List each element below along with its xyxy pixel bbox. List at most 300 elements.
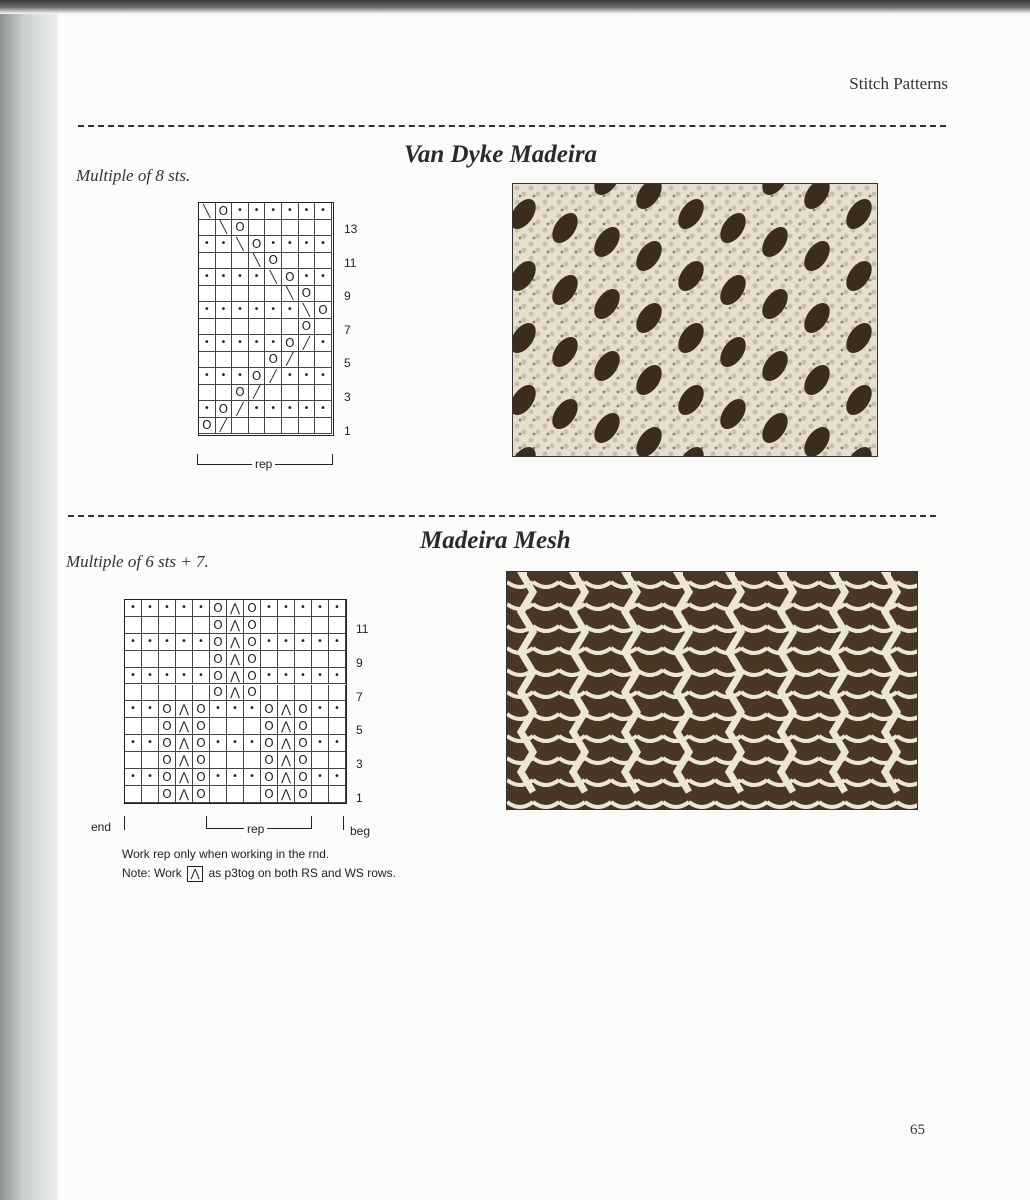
chart-cell-purl: • (199, 335, 216, 352)
chart-cell-purl: • (142, 600, 159, 617)
section-divider-2 (68, 515, 936, 517)
chart-cell-purl: • (282, 401, 299, 418)
chart-cell-knit (315, 418, 332, 435)
chart-cell-knit (265, 220, 282, 237)
chart-cell-yo: O (159, 718, 176, 735)
chart-cell-yo: O (210, 634, 227, 651)
chart-cell-purl: • (329, 769, 346, 786)
chart-cell-knit (299, 352, 316, 369)
chart-cell-knit (249, 319, 266, 336)
chart-cell-purl: • (315, 203, 332, 220)
multiple-note-madeira-mesh: Multiple of 6 sts + 7. (66, 552, 209, 571)
madeira-mesh-row-11: 11 (356, 622, 369, 636)
chart-cell-yo: O (261, 718, 278, 735)
running-header: Stitch Patterns (849, 74, 948, 93)
chart-cell-purl: • (199, 236, 216, 253)
chart-cell-purl: • (329, 668, 346, 685)
chart-cell-knit (315, 352, 332, 369)
chart-cell-knit (125, 651, 142, 668)
chart-cell-yo: O (299, 286, 316, 303)
chart-cell-purl: • (216, 302, 233, 319)
chart-cell-purl: • (249, 269, 266, 286)
chart-cell-knit (199, 319, 216, 336)
chart-cell-yo: O (261, 752, 278, 769)
chart-cell-knit (315, 319, 332, 336)
chart-cell-purl: • (244, 769, 261, 786)
chart-cell-p3tog: ⋀ (176, 769, 193, 786)
chart-cell-purl: • (278, 668, 295, 685)
chart-cell-purl: • (312, 668, 329, 685)
chart-cell-purl: • (142, 668, 159, 685)
chart-cell-purl: • (295, 634, 312, 651)
chart-cell-purl: • (244, 735, 261, 752)
chart-cell-knit (261, 651, 278, 668)
madeira-mesh-row-5: 5 (356, 723, 363, 738)
chart-cell-purl: • (199, 302, 216, 319)
chart-cell-k2tog: ╱ (216, 418, 233, 435)
chart-cell-knit (210, 786, 227, 803)
chart-cell-knit (282, 418, 299, 435)
chart-cell-knit (244, 786, 261, 803)
page-number: 65 (910, 1122, 925, 1138)
chart-cell-knit (312, 786, 329, 803)
chart-cell-k2tog: ╱ (249, 385, 266, 402)
chart-cell-knit (176, 617, 193, 634)
chart-cell-p3tog: ⋀ (278, 701, 295, 718)
chart-cell-purl: • (142, 769, 159, 786)
chart-cell-knit (193, 651, 210, 668)
chart-cell-purl: • (125, 735, 142, 752)
chart-cell-purl: • (216, 236, 233, 253)
chart-cell-knit (125, 786, 142, 803)
chart-cell-yo: O (244, 634, 261, 651)
chart-cell-purl: • (282, 302, 299, 319)
chart-cell-purl: • (249, 401, 266, 418)
chart-cell-purl: • (232, 269, 249, 286)
section-title-van-dyke: Van Dyke Madeira (404, 141, 598, 168)
chart-cell-purl: • (261, 668, 278, 685)
chart-cell-purl: • (176, 634, 193, 651)
chart-cell-purl: • (315, 368, 332, 385)
chart-cell-purl: • (265, 335, 282, 352)
chart-cell-purl: • (312, 634, 329, 651)
chart-cell-purl: • (278, 634, 295, 651)
chart-cell-knit (312, 685, 329, 702)
chart-cell-knit (125, 685, 142, 702)
chart-cell-purl: • (142, 735, 159, 752)
chart-cell-yo: O (315, 302, 332, 319)
chart-cell-purl: • (265, 236, 282, 253)
chart-cell-purl: • (261, 600, 278, 617)
chart-cell-knit (193, 617, 210, 634)
chart-cell-knit (299, 253, 316, 270)
chart-cell-knit (159, 685, 176, 702)
chart-cell-purl: • (329, 600, 346, 617)
chart-cell-purl: • (210, 701, 227, 718)
chart-cell-knit (278, 617, 295, 634)
chart-cell-knit (199, 253, 216, 270)
chart-cell-p3tog: ⋀ (227, 600, 244, 617)
van-dyke-row-7: 7 (344, 322, 351, 337)
chart-cell-knit (261, 617, 278, 634)
chart-cell-p3tog: ⋀ (176, 735, 193, 752)
chart-cell-purl: • (299, 236, 316, 253)
chart-cell-purl: • (329, 735, 346, 752)
chart-cell-yo: O (244, 651, 261, 668)
chart-cell-knit (329, 617, 346, 634)
chart-cell-knit (282, 319, 299, 336)
chart-cell-yo: O (282, 335, 299, 352)
chart-cell-yo: O (249, 368, 266, 385)
madeira-mesh-row-3: 3 (356, 757, 363, 772)
chart-cell-purl: • (299, 401, 316, 418)
knitting-chart-van-dyke (198, 202, 334, 436)
chart-cell-knit (232, 319, 249, 336)
chart-cell-knit (299, 418, 316, 435)
madeira-mesh-row-7: 7 (356, 689, 363, 704)
chart-cell-purl: • (312, 701, 329, 718)
chart-cell-p3tog: ⋀ (227, 685, 244, 702)
chart-cell-p3tog: ⋀ (227, 634, 244, 651)
p3tog-symbol-icon: ⋀ (187, 866, 203, 882)
chart-cell-p3tog: ⋀ (278, 735, 295, 752)
chart-cell-purl: • (142, 701, 159, 718)
note-p3tog (122, 866, 396, 882)
chart-cell-knit (261, 685, 278, 702)
chart-cell-knit (312, 651, 329, 668)
chart-cell-knit (232, 352, 249, 369)
chart-cell-yo: O (232, 385, 249, 402)
chart-cell-knit (216, 319, 233, 336)
knitting-chart-madeira-mesh (124, 599, 347, 804)
chart-cell-yo: O (261, 786, 278, 803)
chart-cell-p3tog: ⋀ (227, 617, 244, 634)
chart-cell-purl: • (315, 335, 332, 352)
chart-cell-purl: • (278, 600, 295, 617)
chart-cell-p3tog: ⋀ (278, 752, 295, 769)
chart-cell-purl: • (193, 668, 210, 685)
chart-cell-purl: • (232, 302, 249, 319)
chart-cell-knit (216, 286, 233, 303)
chart-cell-purl: • (159, 634, 176, 651)
chart-cell-knit (199, 385, 216, 402)
chart-cell-purl: • (232, 203, 249, 220)
chart-cell-yo: O (210, 685, 227, 702)
note-p3tog-suffix: as p3tog on both RS and WS rows. (208, 866, 396, 881)
chart-cell-knit (159, 617, 176, 634)
chart-cell-k2tog: ╱ (232, 401, 249, 418)
van-dyke-row-9: 9 (344, 289, 351, 304)
chart-cell-yo: O (159, 769, 176, 786)
chart-cell-knit (315, 385, 332, 402)
chart-cell-yo: O (244, 685, 261, 702)
chart-cell-purl: • (265, 401, 282, 418)
chart-cell-yo: O (210, 668, 227, 685)
rep-label-madeira-mesh: rep (244, 822, 267, 836)
chart-cell-knit (199, 352, 216, 369)
chart-cell-yo: O (232, 220, 249, 237)
chart-cell-purl: • (295, 668, 312, 685)
chart-cell-p3tog: ⋀ (278, 769, 295, 786)
chart-cell-purl: • (265, 302, 282, 319)
chart-cell-knit (227, 786, 244, 803)
chart-cell-knit (295, 651, 312, 668)
chart-cell-yo: O (159, 786, 176, 803)
chart-cell-knit (315, 286, 332, 303)
chart-cell-purl: • (282, 203, 299, 220)
chart-cell-knit (329, 752, 346, 769)
section-divider-1 (78, 125, 946, 127)
chart-cell-knit (159, 651, 176, 668)
chart-cell-purl: • (227, 701, 244, 718)
chart-cell-knit (232, 286, 249, 303)
chart-cell-knit (265, 319, 282, 336)
chart-cell-yo: O (193, 786, 210, 803)
chart-cell-yo: O (295, 701, 312, 718)
chart-cell-purl: • (210, 769, 227, 786)
chart-cell-yo: O (210, 617, 227, 634)
chart-cell-purl: • (299, 269, 316, 286)
chart-cell-purl: • (125, 634, 142, 651)
note-p3tog-prefix: Note: Work (122, 866, 182, 881)
chart-cell-purl: • (216, 368, 233, 385)
chart-cell-knit (199, 286, 216, 303)
chart-cell-ssk: ╲ (299, 302, 316, 319)
chart-cell-knit (265, 418, 282, 435)
van-dyke-row-5: 5 (344, 356, 351, 371)
chart-cell-knit (265, 385, 282, 402)
chart-cell-knit (216, 253, 233, 270)
chart-cell-purl: • (295, 600, 312, 617)
chart-cell-p3tog: ⋀ (278, 718, 295, 735)
chart-cell-ssk: ╲ (265, 269, 282, 286)
chart-cell-purl: • (199, 401, 216, 418)
chart-cell-purl: • (249, 203, 266, 220)
chart-cell-knit (227, 752, 244, 769)
chart-cell-knit (315, 220, 332, 237)
chart-cell-yo: O (193, 701, 210, 718)
chart-cell-knit (210, 752, 227, 769)
madeira-mesh-row-1: 1 (356, 791, 363, 805)
chart-cell-knit (295, 617, 312, 634)
end-label: end (91, 820, 112, 834)
chart-cell-ssk: ╲ (282, 286, 299, 303)
chart-cell-purl: • (312, 769, 329, 786)
end-marker (124, 816, 125, 830)
chart-cell-knit (125, 617, 142, 634)
chart-cell-purl: • (193, 600, 210, 617)
chart-cell-p3tog: ⋀ (227, 651, 244, 668)
chart-cell-knit (142, 685, 159, 702)
chart-cell-purl: • (282, 368, 299, 385)
chart-cell-yo: O (216, 401, 233, 418)
chart-cell-knit (282, 385, 299, 402)
chart-cell-knit (142, 651, 159, 668)
chart-cell-yo: O (265, 253, 282, 270)
chart-cell-knit (249, 286, 266, 303)
chart-cell-yo: O (210, 651, 227, 668)
swatch-photo-madeira-mesh (506, 571, 918, 810)
chart-cell-ssk: ╲ (249, 253, 266, 270)
chart-cell-purl: • (299, 368, 316, 385)
chart-cell-yo: O (159, 701, 176, 718)
chart-cell-yo: O (193, 718, 210, 735)
chart-cell-yo: O (261, 769, 278, 786)
chart-cell-knit (278, 651, 295, 668)
chart-cell-ssk: ╲ (216, 220, 233, 237)
chart-cell-purl: • (125, 769, 142, 786)
chart-cell-purl: • (176, 668, 193, 685)
chart-cell-purl: • (125, 600, 142, 617)
chart-cell-yo: O (199, 418, 216, 435)
chart-cell-purl: • (282, 236, 299, 253)
chart-cell-yo: O (159, 735, 176, 752)
chart-cell-knit (244, 718, 261, 735)
chart-cell-purl: • (329, 634, 346, 651)
chart-cell-knit (329, 786, 346, 803)
van-dyke-row-3: 3 (344, 390, 351, 404)
chart-cell-purl: • (125, 701, 142, 718)
chart-cell-purl: • (193, 634, 210, 651)
chart-cell-knit (176, 685, 193, 702)
chart-cell-yo: O (299, 319, 316, 336)
chart-cell-purl: • (232, 368, 249, 385)
chart-cell-knit (199, 220, 216, 237)
chart-cell-knit (278, 685, 295, 702)
chart-cell-yo: O (295, 752, 312, 769)
chart-cell-yo: O (193, 735, 210, 752)
chart-cell-purl: • (142, 634, 159, 651)
chart-cell-knit (249, 418, 266, 435)
chart-cell-knit (312, 718, 329, 735)
chart-cell-knit (142, 617, 159, 634)
chart-cell-knit (216, 385, 233, 402)
chart-cell-purl: • (159, 668, 176, 685)
chart-cell-knit (176, 651, 193, 668)
chart-cell-knit (232, 253, 249, 270)
chart-cell-yo: O (295, 769, 312, 786)
beg-marker (343, 816, 344, 830)
chart-cell-purl: • (315, 236, 332, 253)
chart-cell-purl: • (299, 203, 316, 220)
chart-cell-yo: O (295, 786, 312, 803)
chart-cell-yo: O (295, 718, 312, 735)
note-work-rep: Work rep only when working in the rnd. (122, 847, 330, 861)
chart-cell-yo: O (216, 203, 233, 220)
chart-cell-purl: • (329, 701, 346, 718)
chart-cell-purl: • (249, 335, 266, 352)
chart-cell-knit (329, 718, 346, 735)
chart-cell-purl: • (199, 269, 216, 286)
chart-cell-k2tog: ╱ (282, 352, 299, 369)
chart-cell-knit (232, 418, 249, 435)
chart-cell-purl: • (216, 335, 233, 352)
van-dyke-row-11: 11 (344, 255, 357, 270)
van-dyke-row-13: 13 (344, 222, 358, 236)
chart-cell-yo: O (265, 352, 282, 369)
chart-cell-yo: O (261, 701, 278, 718)
chart-cell-purl: • (176, 600, 193, 617)
chart-cell-p3tog: ⋀ (176, 786, 193, 803)
chart-cell-purl: • (249, 302, 266, 319)
chart-cell-knit (216, 352, 233, 369)
madeira-mesh-row-9: 9 (356, 655, 363, 670)
chart-cell-knit (142, 752, 159, 769)
chart-cell-k2tog: ╱ (299, 335, 316, 352)
chart-cell-yo: O (193, 769, 210, 786)
chart-cell-p3tog: ⋀ (176, 752, 193, 769)
chart-cell-purl: • (315, 401, 332, 418)
chart-cell-knit (125, 718, 142, 735)
chart-cell-knit (210, 718, 227, 735)
chart-cell-knit (295, 685, 312, 702)
multiple-note-van-dyke: Multiple of 8 sts. (76, 166, 191, 185)
chart-cell-yo: O (249, 236, 266, 253)
chart-cell-yo: O (282, 269, 299, 286)
chart-cell-yo: O (244, 668, 261, 685)
chart-cell-purl: • (125, 668, 142, 685)
chart-cell-knit (315, 253, 332, 270)
chart-cell-p3tog: ⋀ (227, 668, 244, 685)
chart-cell-yo: O (210, 600, 227, 617)
chart-cell-ssk: ╲ (232, 236, 249, 253)
chart-cell-purl: • (227, 769, 244, 786)
chart-cell-ssk: ╲ (199, 203, 216, 220)
chart-cell-knit (329, 651, 346, 668)
chart-cell-knit (244, 752, 261, 769)
chart-cell-knit (299, 220, 316, 237)
chart-cell-purl: • (210, 735, 227, 752)
chart-cell-yo: O (261, 735, 278, 752)
chart-cell-knit (227, 718, 244, 735)
chart-cell-p3tog: ⋀ (176, 701, 193, 718)
chart-cell-purl: • (265, 203, 282, 220)
chart-cell-purl: • (261, 634, 278, 651)
page-top-edge (0, 0, 1030, 14)
chart-cell-purl: • (312, 600, 329, 617)
chart-cell-knit (299, 385, 316, 402)
chart-cell-knit (193, 685, 210, 702)
chart-cell-knit (125, 752, 142, 769)
chart-cell-yo: O (244, 600, 261, 617)
chart-cell-knit (312, 752, 329, 769)
chart-cell-k2tog: ╱ (265, 368, 282, 385)
chart-cell-yo: O (295, 735, 312, 752)
chart-cell-yo: O (159, 752, 176, 769)
chart-cell-knit (265, 286, 282, 303)
chart-cell-p3tog: ⋀ (176, 718, 193, 735)
section-title-madeira-mesh: Madeira Mesh (420, 527, 571, 554)
chart-cell-purl: • (312, 735, 329, 752)
swatch-photo-van-dyke (512, 183, 878, 457)
rep-label-van-dyke: rep (252, 457, 275, 471)
chart-cell-knit (249, 220, 266, 237)
chart-cell-knit (312, 617, 329, 634)
chart-cell-purl: • (216, 269, 233, 286)
chart-cell-purl: • (199, 368, 216, 385)
chart-cell-p3tog: ⋀ (278, 786, 295, 803)
chart-cell-purl: • (227, 735, 244, 752)
chart-cell-knit (282, 220, 299, 237)
chart-cell-knit (142, 718, 159, 735)
book-spine-shadow (0, 0, 58, 1200)
chart-cell-knit (249, 352, 266, 369)
chart-cell-knit (142, 786, 159, 803)
beg-label: beg (350, 824, 371, 838)
chart-cell-yo: O (244, 617, 261, 634)
van-dyke-row-1: 1 (344, 423, 351, 438)
chart-cell-purl: • (159, 600, 176, 617)
